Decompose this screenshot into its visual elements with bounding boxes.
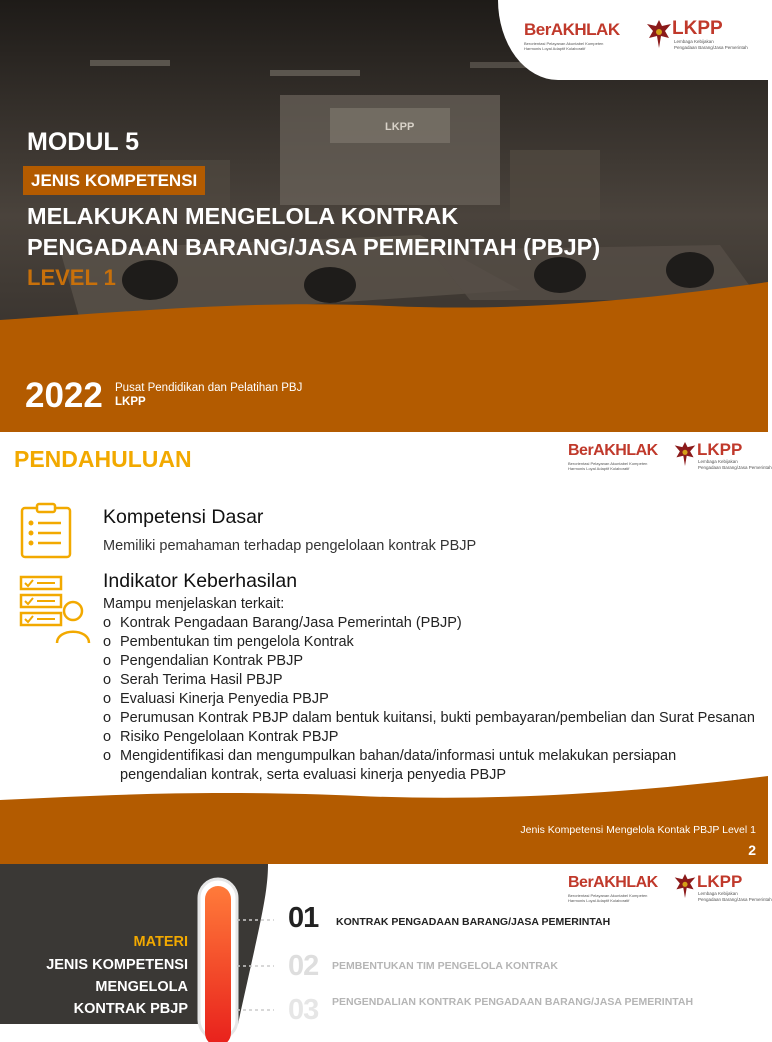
materi-item-number: 02 bbox=[288, 950, 319, 982]
svg-text:LKPP: LKPP bbox=[385, 121, 415, 133]
thermometer-graphic bbox=[196, 876, 276, 1024]
footer-text: Jenis Kompetensi Mengelola Kontak PBJP Level 1 bbox=[520, 824, 756, 836]
lkpp-tagline-2: Pengadaan Barang/Jasa Pemerintah bbox=[674, 45, 748, 50]
cover-title-line-2: PENGADAAN BARANG/JASA PEMERINTAH (PBJP) bbox=[27, 234, 601, 260]
lkpp-tagline-1: Lembaga Kebijakan bbox=[674, 39, 714, 44]
garuda-emblem-icon bbox=[673, 872, 697, 900]
section-title: PENDAHULUAN bbox=[14, 446, 192, 472]
berakhlak-tagline-1: Berorientasi Pelayanan Akuntabel Kompeten bbox=[568, 893, 648, 898]
institution-label: Pusat Pendidikan dan Pelatihan PBJ bbox=[115, 382, 303, 394]
list-item: o Perumusan Kontrak PBJP dalam bentuk kuitansi, bukti pembayaran/pembelian dan Surat Pesanan bbox=[103, 709, 763, 728]
materi-item-label: KONTRAK PENGADAAN BARANG/JASA PEMERINTAH bbox=[336, 916, 611, 928]
list-item: o Pembentukan tim pengelola Kontrak bbox=[103, 633, 763, 652]
modul-label: MODUL 5 bbox=[27, 128, 140, 156]
level-label: LEVEL 1 bbox=[27, 265, 116, 290]
materi-title-line: JENIS KOMPETENSI bbox=[46, 957, 188, 973]
indikator-intro: Mampu menjelaskan terkait: bbox=[103, 596, 285, 612]
clipboard-icon bbox=[19, 503, 73, 559]
kompetensi-dasar-text: Memiliki pemahaman terhadap pengelolaan kontrak PBJP bbox=[103, 538, 477, 554]
list-item: o Mengidentifikasi dan mengumpulkan bahan/data/informasi untuk melakukan persiapan pengendalian kontrak, serta evaluasi kinerja penyedia PBJP bbox=[103, 747, 763, 785]
list-item: o Evaluasi Kinerja Penyedia PBJP bbox=[103, 690, 763, 709]
lkpp-tagline-1: Lembaga Kebijakan bbox=[698, 459, 738, 464]
garuda-emblem-icon bbox=[673, 440, 697, 468]
indikator-list bbox=[103, 614, 763, 785]
garuda-emblem-icon bbox=[645, 18, 673, 50]
berakhlak-tagline-2: Harmonis Loyal Adaptif Kolaboratif bbox=[568, 466, 630, 471]
list-item: o Risiko Pengelolaan Kontrak PBJP bbox=[103, 728, 763, 747]
berakhlak-logo-text: BerAKHLAK bbox=[568, 442, 658, 459]
lkpp-logo-text: LKPP bbox=[697, 872, 743, 891]
berakhlak-tagline-1: Berorientasi Pelayanan Akuntabel Kompeten bbox=[568, 461, 648, 466]
page-number: 2 bbox=[748, 842, 756, 858]
berakhlak-tagline-2: Harmonis Loyal Adaptif Kolaboratif bbox=[568, 898, 630, 903]
logo-panel bbox=[498, 0, 768, 80]
berakhlak-logo-text: BerAKHLAK bbox=[524, 20, 620, 39]
materi-label: MATERI bbox=[133, 934, 188, 950]
berakhlak-tagline-1: Berorientasi Pelayanan Akuntabel Kompeten bbox=[524, 41, 604, 46]
materi-title bbox=[0, 954, 188, 1042]
year-label: 2022 bbox=[25, 376, 103, 415]
indikator-title: Indikator Keberhasilan bbox=[103, 570, 298, 592]
slide-cover bbox=[0, 0, 768, 432]
materi-item-label: PENGENDALIAN KONTRAK PENGADAAN BARANG/JASA PEMERINTAH bbox=[332, 996, 694, 1008]
lkpp-tagline-1: Lembaga Kebijakan bbox=[698, 891, 738, 896]
berakhlak-logo-text: BerAKHLAK bbox=[568, 874, 658, 891]
list-item: o Serah Terima Hasil PBJP bbox=[103, 671, 763, 690]
list-item: o Pengendalian Kontrak PBJP bbox=[103, 652, 763, 671]
jenis-kompetensi-badge: JENIS KOMPETENSI bbox=[23, 166, 205, 195]
lkpp-logo-text: LKPP bbox=[697, 440, 743, 459]
berakhlak-tagline-2: Harmonis Loyal Adaptif Kolaboratif bbox=[524, 46, 586, 51]
materi-item-label: PEMBENTUKAN TIM PENGELOLA KONTRAK bbox=[332, 960, 558, 972]
lkpp-tagline-2: Pengadaan Barang/Jasa Pemerintah bbox=[698, 897, 772, 902]
lkpp-logo-text: LKPP bbox=[672, 18, 723, 39]
cover-title bbox=[27, 201, 600, 263]
slide-pendahuluan bbox=[0, 432, 772, 864]
materi-item-number: 01 bbox=[288, 902, 319, 934]
list-item: o Kontrak Pengadaan Barang/Jasa Pemerintah (PBJP) bbox=[103, 614, 763, 633]
lkpp-tagline-2: Pengadaan Barang/Jasa Pemerintah bbox=[698, 465, 772, 470]
materi-title-line: LEVEL 1 bbox=[129, 1023, 188, 1039]
footer-wave bbox=[0, 772, 768, 864]
cover-title-line-1: MELAKUKAN MENGELOLA KONTRAK bbox=[27, 203, 459, 229]
materi-title-line: MENGELOLA bbox=[95, 979, 188, 995]
checklist-person-icon bbox=[19, 573, 91, 645]
kompetensi-dasar-title: Kompetensi Dasar bbox=[103, 506, 264, 528]
slide-materi bbox=[0, 864, 772, 1039]
org-label: LKPP bbox=[115, 396, 146, 408]
materi-item-number: 03 bbox=[288, 994, 319, 1026]
materi-title-line: KONTRAK PBJP bbox=[73, 1001, 188, 1017]
